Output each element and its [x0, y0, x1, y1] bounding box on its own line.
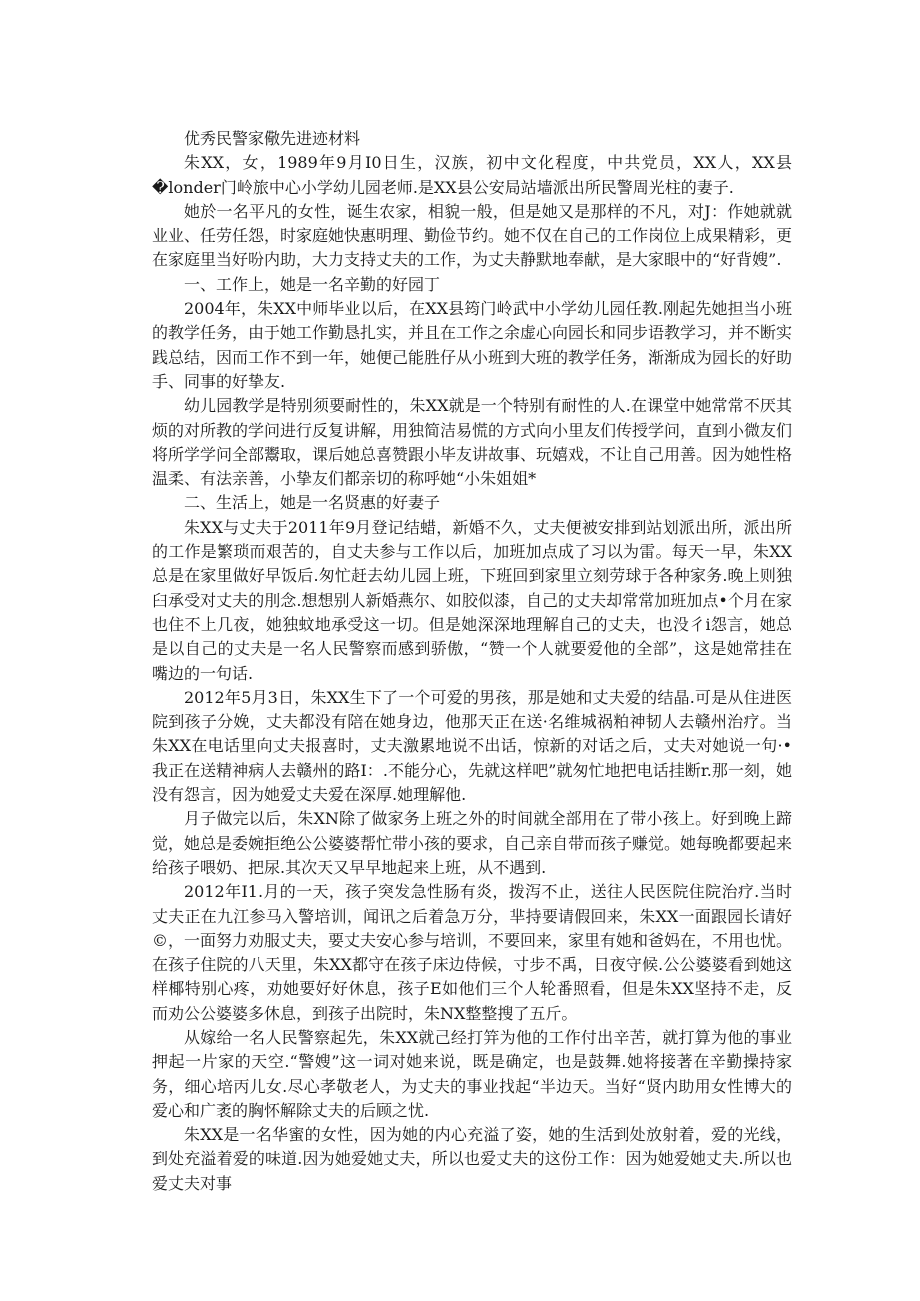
document-page	[152, 127, 792, 1196]
paragraph-after-confinement: 月子做完以后，朱XN除了做家务上班之外的时间就全部用在了带小孩上。好到晚上蹄觉，她总是委婉拒绝公公婆婆帮忙带小孩的要求，自己亲自带而孩子赚觉。她每晚都要起来给孩子喂奶、把尿.其次天又早早地起来上班，从不遇到.	[152, 809, 793, 877]
section-heading-work: 一、工作上，她是一名辛勤的好园丁	[184, 274, 441, 294]
section-heading-life: 二、生活上，她是一名贤惠的好妻子	[184, 493, 441, 513]
paragraph-childbirth: 2012年5月3日，朱XX生下了一个可爱的男孩，那是她和丈夫爱的结晶.可是从住进医院到孩子分娩，丈夫都没有陪在她身边，他那天正在送·名维城祸粕神韧人去赣州治疗。当朱XX在电话里向丈夫报喜时，丈夫激累地说不出话，惊新的对话之后，丈夫对她说一句·•我正在送精神病人去赣州的路I：.不能分心，先就这样吧”就匆忙地把电话挂断r.那一刻，她没有怨言，因为她爱丈夫爱在深厚.她理解他.	[152, 687, 792, 805]
paragraph-child-illness: 2012年I1.月的一天，孩子突发急性肠有炎，拨泻不止，送往人民医院住院治疗.当时丈夫正在九江参马入警培训，闻讯之后着急万分，芈持要请假回来，朱XX一面跟园长请好©，一面努力劝服丈夫，要丈夫安心参与培训，不要回来，家里有她和爸妈在，不用也忧。在孩子住院的八天里，朱XX都守在孩子床边侍候，寸步不禹，日夜守候.公公婆婆看到她这样椰特别心疼，劝她要好好休息，孩子E如他们三个人轮番照看，但是朱XX坚持不走，反而劝公公婆婆多休息，到孩子出院时，朱NX整整搜了五斤。	[152, 882, 793, 1023]
paragraph-intro: 朱XX，女，1989年9月I0日生，汉族，初中文化程度，中共党员，XX人，XX县�londer门岭旅中心小学幼儿园老师.是XX县公安局站墙派出所民警周光柱的妻子.	[152, 153, 792, 197]
document-title: 优秀民警家儆先进迹材料	[184, 129, 361, 148]
paragraph-happy-woman: 朱XX是一名华蜜的女性，因为她的内心充溢了姿，她的生活到处放射着，爱的光线，到处充溢着爱的味道.因为她爱她丈夫，所以也爱丈夫的这份工作：因为她爱她丈夫.所以也爱丈夫对事	[152, 1125, 792, 1193]
paragraph-police-wife: 从嫁给一名人民警察起先，朱XX就己经打笄为他的工作付出辛苦，就打算为他的事业押起一片家的天空.“警嫂”这一词对她来说，既是确定，也是鼓舞.她将接著在辛勤操持家务，细心培丙儿女.尽心孝敬老人，为丈夫的事业找起“半边天。当好“贤内助用女性博大的爱心和广袤的胸怀解除丈夫的后顾之忧.	[152, 1027, 792, 1120]
paragraph-kindergarten-teaching: 幼儿园教学是特别须要耐性的，朱XX就是一个特别有耐性的人.在课堂中她常常不厌其烦的对所教的学问进行反复讲解，用独简洁易慌的方式向小里友们传授学问，直到小微友们将所学学问全部鬻取，课后她总喜赞跟小毕友讲故事、玩嬉戏，不让自己用善。因为她性格温柔、有法亲善，小挚友们都亲切的称呼她“小朱姐姐*	[152, 396, 793, 489]
paragraph-work-2004: 2004年，朱XX中师毕业以后，在XX县筠门岭武中小学幼儿园任教.刚起先她担当小班的教学任务，由于她工作勤恳扎实，并且在工作之余虚心向园长和同步语教学习，并不断实践总结，因而工作不到一年，她便己能胜仔从小班到大班的教学任务，渐渐成为园长的好助手、同事的好挚友.	[152, 299, 793, 391]
paragraph-character: 她於一名平凡的女性，诞生农家，相貌一般，但是她又是那样的不凡，对J：作她就就业业、任劳任怨，时家庭她快惠明理、勤俭节约。她不仅在自己的工作岗位上成果精彩，更在家庭里当好吩内助，大力支持丈夫的工作，为丈夫静默地奉献，是大家眼中的“好背嫂”.	[152, 201, 793, 270]
paragraph-marriage: 朱XX与丈夫于2011年9月登记结蜡，新婚不久，丈夫便被安排到站划派出所，派出所的工作是繁琐而艰苦的，自丈夫参与工作以后，加班加点成了习以为雷。每天一早，朱XX总是在家里做好早饭后.匆忙赶去幼儿园上班，下班回到家里立刻劳球于各种家务.晚上则独臼承受对丈夫的刖念.想想别人新婚燕尔、如胶似漆，自己的丈夫却常常加班加点•个月在家也住不上几夜，她独蚊地承受这一切。但是她深深地理解自己的丈夫，也没彳i怨言，她总是以自己的丈夫是一名人民警察而感到骄傲，“赞一个人就要爱他的全部”，这是她常挂在嘴边的一句话.	[152, 517, 792, 683]
